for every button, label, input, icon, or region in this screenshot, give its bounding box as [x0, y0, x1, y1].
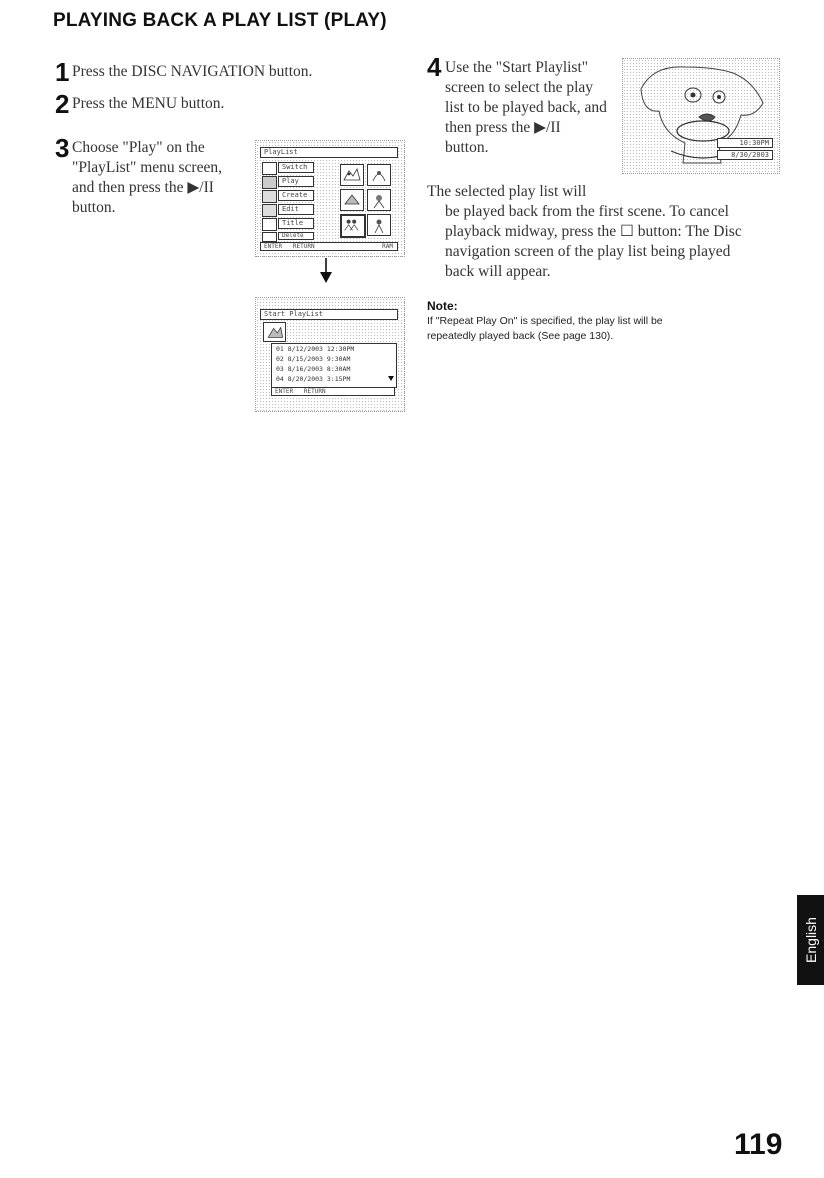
step-text: Press the MENU button.: [72, 95, 225, 112]
step-text: and then press the ▶/II: [72, 179, 214, 196]
disc-type-label: RAM: [382, 243, 393, 250]
body-text: navigation screen of the play list being played: [445, 243, 731, 260]
switch-icon: [262, 162, 277, 175]
step-number: 4: [427, 52, 442, 82]
step-text: screen to select the play: [445, 79, 594, 96]
arrow-down-icon: [319, 258, 333, 284]
step-text: list to be played back, and: [445, 99, 607, 116]
list-item: 04 8/20/2003 3:15PM: [276, 375, 351, 383]
return-label: RETURN: [292, 243, 315, 250]
page-title: PLAYING BACK A PLAY LIST (PLAY): [53, 10, 387, 31]
body-text: be played back from the first scene. To cancel: [445, 203, 729, 220]
step-text: button.: [445, 139, 489, 156]
screen-header: Start PlayList: [260, 309, 398, 320]
create-icon: [262, 190, 277, 203]
thumbnail-image-selected: [340, 214, 366, 238]
language-tab: [797, 895, 824, 985]
enter-label: ENTER: [275, 388, 294, 395]
list-item: 02 8/15/2003 9:30AM: [276, 355, 351, 363]
screen-footer: [260, 242, 398, 251]
scroll-down-icon: [388, 376, 394, 381]
step-text: Use the "Start Playlist": [445, 59, 589, 76]
step-text: then press the ▶/II: [445, 119, 561, 136]
menu-item-title: Title: [278, 218, 314, 229]
return-label: RETURN: [303, 388, 326, 395]
body-text: back will appear.: [445, 263, 551, 280]
menu-item-play: Play: [278, 176, 314, 187]
body-text: The selected play list will: [427, 183, 587, 200]
list-item: 01 8/12/2003 12:30PM: [276, 345, 355, 353]
thumbnail-image: [340, 189, 364, 211]
language-tab-label: English: [802, 917, 819, 963]
note-text: repeatedly played back (See page 130).: [427, 330, 614, 342]
edit-icon: [262, 204, 277, 217]
step-number: 3: [55, 133, 70, 163]
note-text: If "Repeat Play On" is specified, the play list will be: [427, 315, 663, 327]
time-readout: 10:30PM: [717, 138, 773, 148]
playlist-list: [271, 343, 397, 388]
thumbnail-image: [367, 189, 391, 211]
menu-item-switch: Switch: [278, 162, 314, 173]
step-number: 2: [55, 89, 70, 119]
menu-item-edit: Edit: [278, 204, 314, 215]
date-readout: 8/30/2003: [717, 150, 773, 160]
play-icon: [262, 176, 277, 189]
body-text: playback midway, press the ☐ button: The Disc: [445, 223, 742, 240]
thumbnail-image: [367, 164, 391, 186]
list-item: 03 8/16/2003 8:30AM: [276, 365, 351, 373]
note-title: Note:: [427, 299, 458, 313]
start-playlist-screen: [255, 297, 405, 412]
screen-header: PlayList: [260, 147, 398, 158]
thumbnail-image: [263, 322, 286, 342]
thumbnail-image: [367, 214, 391, 236]
playback-screen: [622, 58, 780, 174]
step-text: button.: [72, 199, 116, 216]
enter-label: ENTER: [264, 243, 283, 250]
menu-item-create: Create: [278, 190, 314, 201]
step-number: 1: [55, 57, 70, 87]
step-text: "PlayList" menu screen,: [72, 159, 222, 176]
title-icon: [262, 218, 277, 231]
delete-icon: [262, 232, 277, 242]
playlist-menu-screen: [255, 140, 405, 257]
step-text: Press the DISC NAVIGATION button.: [72, 63, 313, 80]
step-text: Choose "Play" on the: [72, 139, 205, 156]
screen-footer: [271, 387, 395, 396]
thumbnail-image: [340, 164, 364, 186]
page-number: 119: [734, 1128, 783, 1161]
menu-item-delete: Delete: [278, 232, 314, 240]
